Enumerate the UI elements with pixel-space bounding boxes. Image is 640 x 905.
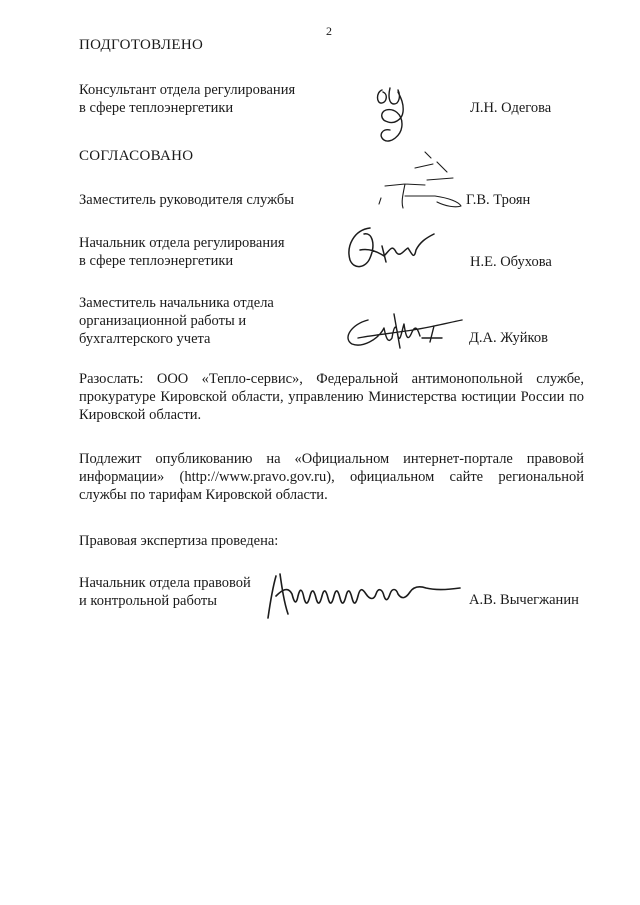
page-number: 2 [326, 24, 332, 38]
legal-review-statement: Правовая экспертиза проведена: [79, 533, 279, 549]
prepared-name: Л.Н. Одегова [470, 100, 552, 116]
agreed-heading: СОГЛАСОВАНО [79, 148, 194, 164]
troyan-signature [375, 150, 467, 220]
signatory-3-position: Заместитель начальника отдела организационной работы и бухгалтерского учета [79, 295, 274, 347]
signatory-1-position: Заместитель руководителя службы [79, 192, 295, 208]
publication-paragraph: Подлежит опубликованию на «Официальном интернет-портале правовой информации» (http://www.pravo.gov.ru), официальном сайте региональной службы по тарифам Кировской области. [79, 451, 584, 503]
prepared-position: Консультант отдела регулирования в сфере теплоэнергетики [79, 82, 296, 116]
legal-review-position: Начальник отдела правовой и контрольной работы [79, 575, 251, 609]
signatory-3-name: Д.А. Жуйков [469, 330, 548, 346]
odegova-signature [368, 82, 418, 148]
signatory-2-name: Н.Е. Обухова [470, 254, 552, 270]
signatory-1-name: Г.В. Троян [466, 192, 531, 208]
zhuykov-signature [338, 308, 468, 354]
distribution-paragraph: Разослать: ООО «Тепло-сервис», Федеральной антимонопольной службе, прокуратуре Кировской области, управлению Министерства юстиции России по Кировской области. [79, 371, 584, 423]
signatory-2-position: Начальник отдела регулирования в сфере теплоэнергетики [79, 235, 285, 269]
obukhova-signature [340, 222, 440, 274]
prepared-heading: ПОДГОТОВЛЕНО [79, 37, 204, 53]
legal-review-name: А.В. Вычегжанин [469, 592, 579, 608]
vychegzhanin-signature [262, 566, 474, 622]
